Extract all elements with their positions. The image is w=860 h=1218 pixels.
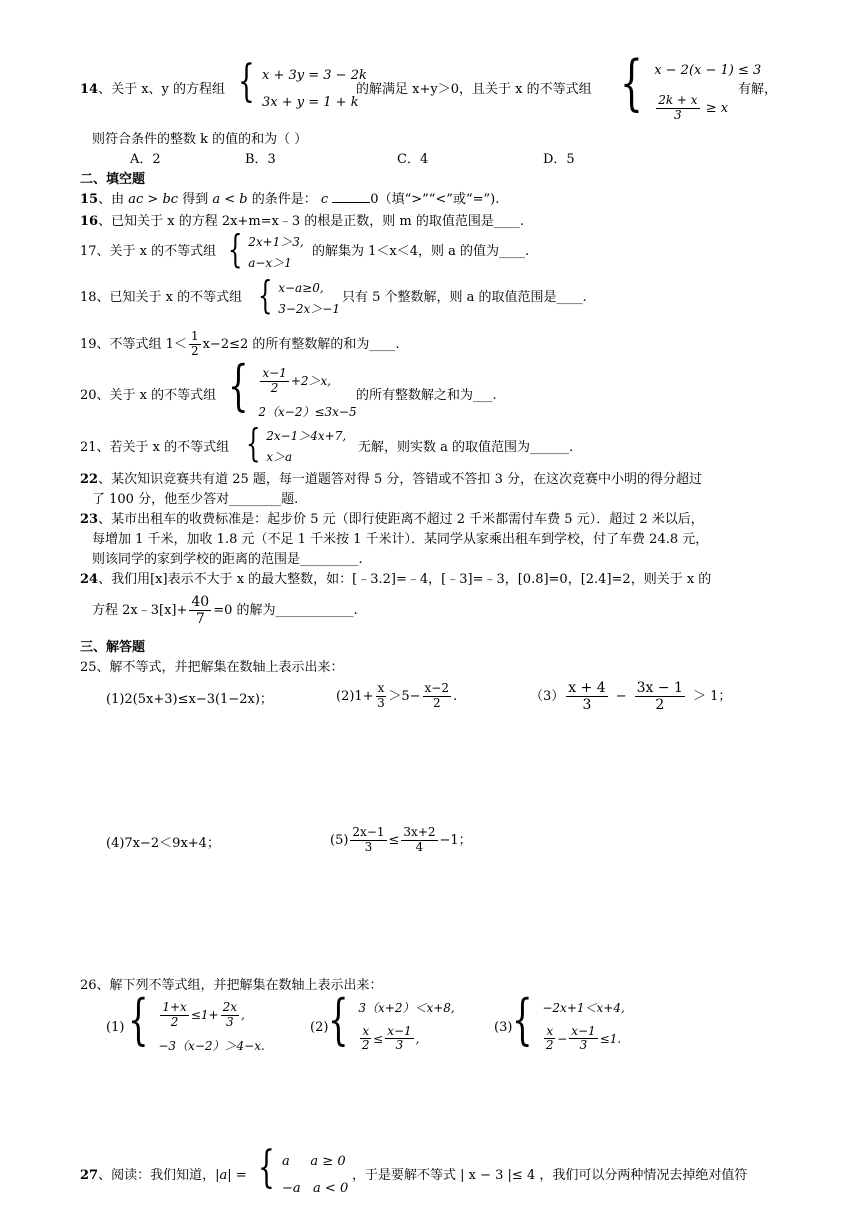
- numerator: 3x+2: [403, 825, 436, 839]
- question-number: 26: [80, 978, 97, 993]
- system-row: [358, 1025, 454, 1054]
- denominator: 3: [582, 697, 592, 714]
- q17-post: 的解集为 1＜x＜4，则 a 的值为____.: [312, 244, 530, 259]
- numerator: 40: [191, 594, 210, 610]
- fraction: [656, 94, 699, 123]
- system-mid: ≤1+: [190, 1007, 219, 1022]
- q16: [80, 214, 524, 230]
- fraction: [566, 680, 607, 713]
- brace-icon: {: [620, 48, 643, 118]
- part-pre: (2)1+: [336, 688, 374, 704]
- question-number: 18: [80, 290, 97, 305]
- answer-blank: [332, 202, 370, 203]
- system-row: 3（x+2）＜x+8,: [358, 1000, 455, 1015]
- part-mid: ≤: [388, 832, 400, 848]
- fraction: [385, 1025, 413, 1054]
- q27-piecewise: [258, 1142, 349, 1202]
- q14-line2: 则符合条件的整数 k 的值的和为（ ）: [92, 132, 308, 147]
- q14-pre: 、关于 x、y 的方程组: [98, 82, 226, 97]
- numerator: 2k + x: [658, 92, 698, 107]
- q22-line1: [80, 472, 702, 488]
- denominator: 2: [655, 697, 665, 714]
- q19-pre: 、不等式组 1＜: [96, 336, 187, 352]
- brace-icon: {: [246, 421, 261, 465]
- question-number: 21: [80, 440, 97, 455]
- q26-system1: [128, 988, 265, 1058]
- brace-icon: {: [228, 354, 249, 417]
- q15-tail: （填“>”“<”或“=”).: [378, 192, 500, 207]
- numerator: 2x: [222, 999, 237, 1014]
- q26-s3-label: (3): [494, 1020, 513, 1035]
- fraction: [260, 367, 288, 396]
- q15: [80, 192, 499, 208]
- fraction: [360, 1025, 371, 1054]
- q14-mid: 的解满足 x+y＞0，且关于 x 的不等式组: [356, 82, 592, 97]
- numerator: 2x−1: [352, 825, 385, 839]
- system-row: 2x−1＞4x+7,: [266, 429, 347, 444]
- option-c: C．4: [397, 152, 429, 167]
- numerator: 3x − 1: [636, 680, 683, 696]
- q18-pre-line: [80, 290, 242, 306]
- q26-s2-label: (2): [310, 1020, 329, 1035]
- fraction: [423, 682, 451, 711]
- section-heading-2: 二、填空题: [80, 172, 146, 187]
- q26-system3: [512, 988, 625, 1058]
- q14-line1: [80, 82, 225, 98]
- brace-icon: {: [258, 1142, 275, 1193]
- part-post: −1；: [439, 832, 472, 848]
- q15-mid: 得到: [182, 192, 209, 207]
- option-d: D．5: [543, 152, 575, 167]
- q22-line2: 了 100 分，他至少答对________题.: [92, 492, 299, 507]
- numerator: x−1: [262, 365, 287, 380]
- system-row: 3−2x＞−1: [278, 302, 340, 317]
- q20-system: [228, 354, 357, 424]
- q20-pre-line: [80, 388, 216, 404]
- q20-post: 的所有整数解之和为___.: [356, 388, 497, 403]
- fraction: [569, 1025, 597, 1054]
- q15-c: c: [320, 192, 329, 207]
- numerator: x−1: [387, 1023, 412, 1038]
- system-row: x−a≥0,: [278, 281, 324, 296]
- numerator: x: [377, 681, 385, 695]
- q27-pre: 、阅读：我们知道，: [98, 1168, 216, 1183]
- system-row: 3x + y = 1 + k: [262, 94, 359, 110]
- part-post: .: [453, 688, 458, 704]
- question-number: 16: [80, 214, 99, 229]
- numerator: 1+x: [162, 999, 187, 1014]
- denominator: 2: [432, 695, 441, 710]
- system-row: 2x+1＞3,: [248, 235, 304, 250]
- system-post: ≤1.: [599, 1031, 622, 1046]
- fraction: [635, 680, 685, 713]
- fraction: [189, 594, 211, 627]
- denominator: 2: [190, 343, 199, 358]
- question-number: 23: [80, 512, 99, 527]
- q18-pre: 、已知关于 x 的不等式组: [96, 290, 243, 305]
- q16-text: 、已知关于 x 的方程 2x+m=x﹣3 的根是正数，则 m 的取值范围是____.: [98, 214, 524, 229]
- q24-post2: =0 的解为____________.: [213, 603, 358, 619]
- fraction: [544, 1025, 555, 1054]
- system-mid: −: [557, 1031, 568, 1046]
- system-row: [258, 367, 356, 396]
- fraction: [221, 1001, 239, 1030]
- part-mid: ＞5−: [388, 688, 421, 704]
- q26-s1-label: (1): [106, 1020, 125, 1035]
- denominator: 3: [395, 1038, 404, 1053]
- system-row: x＞a: [266, 450, 293, 465]
- system-rest: +2＞x,: [290, 373, 332, 388]
- question-number: 20: [80, 388, 97, 403]
- q17-pre: 、关于 x 的不等式组: [96, 244, 217, 259]
- piecewise-row: −a a < 0: [282, 1180, 349, 1196]
- numerator: x: [546, 1023, 554, 1038]
- brace-icon: {: [128, 988, 149, 1051]
- option-b: B．3: [245, 152, 276, 167]
- q20-pre: 、关于 x 的不等式组: [96, 388, 217, 403]
- system-row: a−x＞1: [248, 256, 292, 271]
- brace-icon: {: [258, 273, 273, 317]
- system-row: −2x+1＜x+4,: [542, 1000, 625, 1015]
- q23-line2: 每增加 1 千米，加收 1.8 元（不足 1 千米按 1 千米计）．某同学从家乘出租车到学校，付了车费 24.8 元，: [92, 532, 709, 547]
- system-rest: ≥ x: [705, 100, 729, 116]
- q21-post: 无解，则实数 a 的取值范围为______.: [358, 440, 574, 455]
- q27-post: ，于是要解不等式 | x − 3 |≤ 4 ，我们可以分两种情况去掉绝对值符: [352, 1168, 748, 1183]
- part-pre: （3）: [530, 689, 565, 705]
- denominator: 2: [270, 380, 279, 395]
- system-mid: ≤: [373, 1031, 384, 1046]
- q18-system: [258, 273, 340, 320]
- brace-icon: {: [512, 988, 533, 1051]
- q26-text: 、解下列不等式组，并把解集在数轴上表示出来：: [96, 978, 383, 993]
- q26-system2: [328, 988, 455, 1058]
- q15-math2: a < b: [212, 192, 248, 207]
- numerator: x + 4: [568, 680, 606, 696]
- numerator: x−2: [424, 681, 449, 695]
- q14-system1: [238, 56, 367, 116]
- q25-part1: (1)2(5x+3)≤x−3(1−2x)；: [106, 692, 273, 707]
- q14-post: 有解，: [738, 82, 778, 97]
- q15-post: 的条件是：: [251, 192, 317, 207]
- brace-icon: {: [238, 56, 255, 107]
- q24-line1: [80, 572, 711, 588]
- fraction: [189, 330, 201, 359]
- q24-text: 、我们用[x]表示不大于 x 的最大整数，如：[﹣3.2]=﹣4，[﹣3]=﹣3，[0.8]=0，[2.4]=2，则关于 x 的: [98, 572, 712, 587]
- system-post: ,: [240, 1007, 245, 1022]
- q25-part4: (4)7x−2＜9x+4；: [106, 836, 220, 851]
- q22-text: 、某次知识竞赛共有道 25 题，每一道题答对得 5 分，答错或不答扣 3 分，在这次竞赛中小明的得分超过: [98, 472, 702, 487]
- section-heading-3: 三、解答题: [80, 640, 146, 655]
- denominator: 3: [364, 839, 373, 854]
- fraction: [376, 682, 387, 711]
- q25: [80, 660, 344, 676]
- q21-pre: 、若关于 x 的不等式组: [96, 440, 230, 455]
- q21-system: [246, 421, 347, 468]
- q21-pre-line: [80, 440, 229, 456]
- denominator: 3: [225, 1014, 234, 1029]
- system-row: x + 3y = 3 − 2k: [262, 67, 367, 83]
- q23-line1: [80, 512, 704, 528]
- part-mid: −: [615, 689, 627, 705]
- system-row: [158, 1001, 264, 1030]
- denominator: 4: [415, 839, 424, 854]
- denominator: 2: [170, 1014, 179, 1029]
- question-number: 14: [80, 82, 99, 97]
- denominator: 2: [361, 1038, 370, 1053]
- q25-part2: [336, 682, 457, 711]
- q27-pre-line: [80, 1168, 247, 1184]
- q15-pre: 、由: [98, 192, 125, 207]
- q23-text: 、某市出租车的收费标准是：起步价 5 元（即行使距离不超过 2 千米都需付车费 5 元）．超过 2 米以后，: [98, 512, 704, 527]
- numerator: x: [362, 1023, 370, 1038]
- system-row: −3（x−2）＞4−x.: [158, 1038, 265, 1053]
- question-number: 22: [80, 472, 99, 487]
- fraction: [160, 1001, 188, 1030]
- question-number: 27: [80, 1168, 99, 1183]
- denominator: 2: [545, 1038, 554, 1053]
- q24-line2: [92, 594, 358, 627]
- question-number: 24: [80, 572, 99, 587]
- fraction: [401, 826, 437, 855]
- brace-icon: {: [228, 227, 243, 271]
- system-row: x − 2(x − 1) ≤ 3: [654, 63, 762, 79]
- option-a: A．2: [130, 152, 161, 167]
- q27-abs: |a| =: [215, 1168, 247, 1183]
- part-pre: (5): [330, 832, 349, 848]
- brace-icon: {: [328, 988, 349, 1051]
- system-row: 2（x−2）≤3x−5: [258, 404, 357, 419]
- fraction: [350, 826, 386, 855]
- piecewise-row: a a ≥ 0: [282, 1153, 346, 1169]
- q17-system: [228, 227, 304, 274]
- q25-text: 、解不等式，并把解集在数轴上表示出来：: [96, 660, 344, 675]
- q24-pre2: 方程 2x﹣3[x]+: [92, 603, 188, 619]
- question-number: 17: [80, 244, 97, 259]
- q23-line3: 则该同学的家到学校的距离的范围是_________.: [92, 552, 363, 567]
- denominator: 3: [674, 107, 682, 122]
- system-post: ,: [415, 1031, 420, 1046]
- system-row: [542, 1025, 624, 1054]
- denominator: 3: [377, 695, 385, 710]
- part-post: ＞ 1；: [692, 689, 732, 705]
- denominator: 7: [195, 611, 205, 628]
- q25-part5: [330, 826, 472, 855]
- q17-pre-line: [80, 244, 216, 260]
- numerator: 1: [190, 329, 199, 343]
- question-number: 25: [80, 660, 97, 675]
- q19-post: x−2≤2 的所有整数解的和为____.: [202, 336, 400, 352]
- denominator: 3: [579, 1038, 588, 1053]
- question-number: 15: [80, 192, 99, 207]
- numerator: x−1: [571, 1023, 596, 1038]
- q15-blank: 0: [370, 192, 379, 207]
- question-number: 19: [80, 336, 97, 352]
- q25-part3: [530, 680, 731, 713]
- q18-post: 只有 5 个整数解，则 a 的取值范围是____.: [342, 290, 587, 305]
- q15-math: ac > bc: [128, 192, 179, 207]
